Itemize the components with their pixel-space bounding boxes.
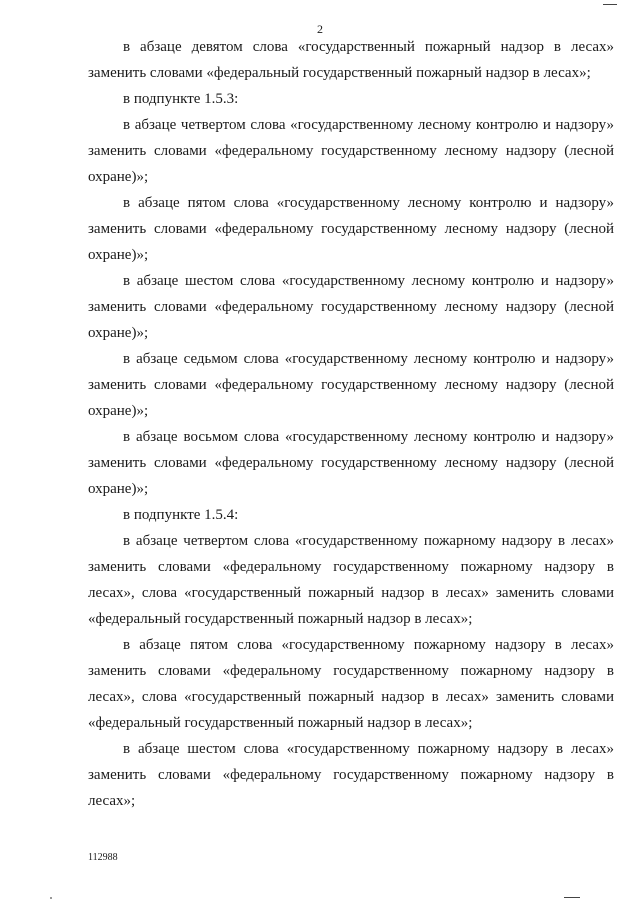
document-body — [88, 34, 614, 814]
paragraph-fifth-abzats: в абзаце пятом слова «государственному лесному контролю и надзору» заменить словами «федеральному государственному лесному надзору (лесной охране)»; — [88, 195, 614, 263]
paragraph-sixth-abzats-fire: в абзаце шестом слова «государственному пожарному надзору в лесах» заменить словами «федеральному государственному пожарному надзору в лесах»; — [88, 741, 614, 809]
paragraph-ninth-abzats: в абзаце девятом слова «государственный пожарный надзор в лесах» заменить словами «федеральный государственный пожарный надзор в лесах»; — [88, 39, 614, 81]
scan-edge-dot — [50, 897, 52, 899]
paragraph-fifth-abzats-fire: в абзаце пятом слова «государственному пожарному надзору в лесах» заменить словами «федеральному государственному пожарному надзору в лесах», слова «государственный пожарный надзор в лесах» заменить словами «федеральный государственный пожарный надзор в лесах»; — [88, 637, 614, 731]
paragraph-seventh-abzats: в абзаце седьмом слова «государственному лесному контролю и надзору» заменить словами «федеральному государственному лесному надзору (лесной охране)»; — [88, 351, 614, 419]
paragraph-fourth-abzats-fire: в абзаце четвертом слова «государственному пожарному надзору в лесах» заменить словами «федеральному государственному пожарному надзору в лесах», слова «государственный пожарный надзор в лесах» заменить словами «федеральный государственный пожарный надзор в лесах»; — [88, 533, 614, 627]
scan-corner-mark-top — [603, 4, 617, 5]
scan-corner-mark-bottom — [564, 897, 580, 898]
page-number: 2 — [317, 22, 323, 36]
paragraph-sixth-abzats: в абзаце шестом слова «государственному лесному контролю и надзору» заменить словами «федеральному государственному лесному надзору (лесной охране)»; — [88, 273, 614, 341]
paragraph-subitem-1-5-3: в подпункте 1.5.3: — [123, 91, 239, 107]
paragraph-fourth-abzats: в абзаце четвертом слова «государственному лесному контролю и надзору» заменить словами «федеральному государственному лесному надзору (лесной охране)»; — [88, 117, 614, 185]
paragraph-eighth-abzats: в абзаце восьмом слова «государственному лесному контролю и надзору» заменить словами «федеральному государственному лесному надзору (лесной охране)»; — [88, 429, 614, 497]
paragraph-subitem-1-5-4: в подпункте 1.5.4: — [123, 507, 239, 523]
document-code: 112988 — [88, 852, 118, 863]
